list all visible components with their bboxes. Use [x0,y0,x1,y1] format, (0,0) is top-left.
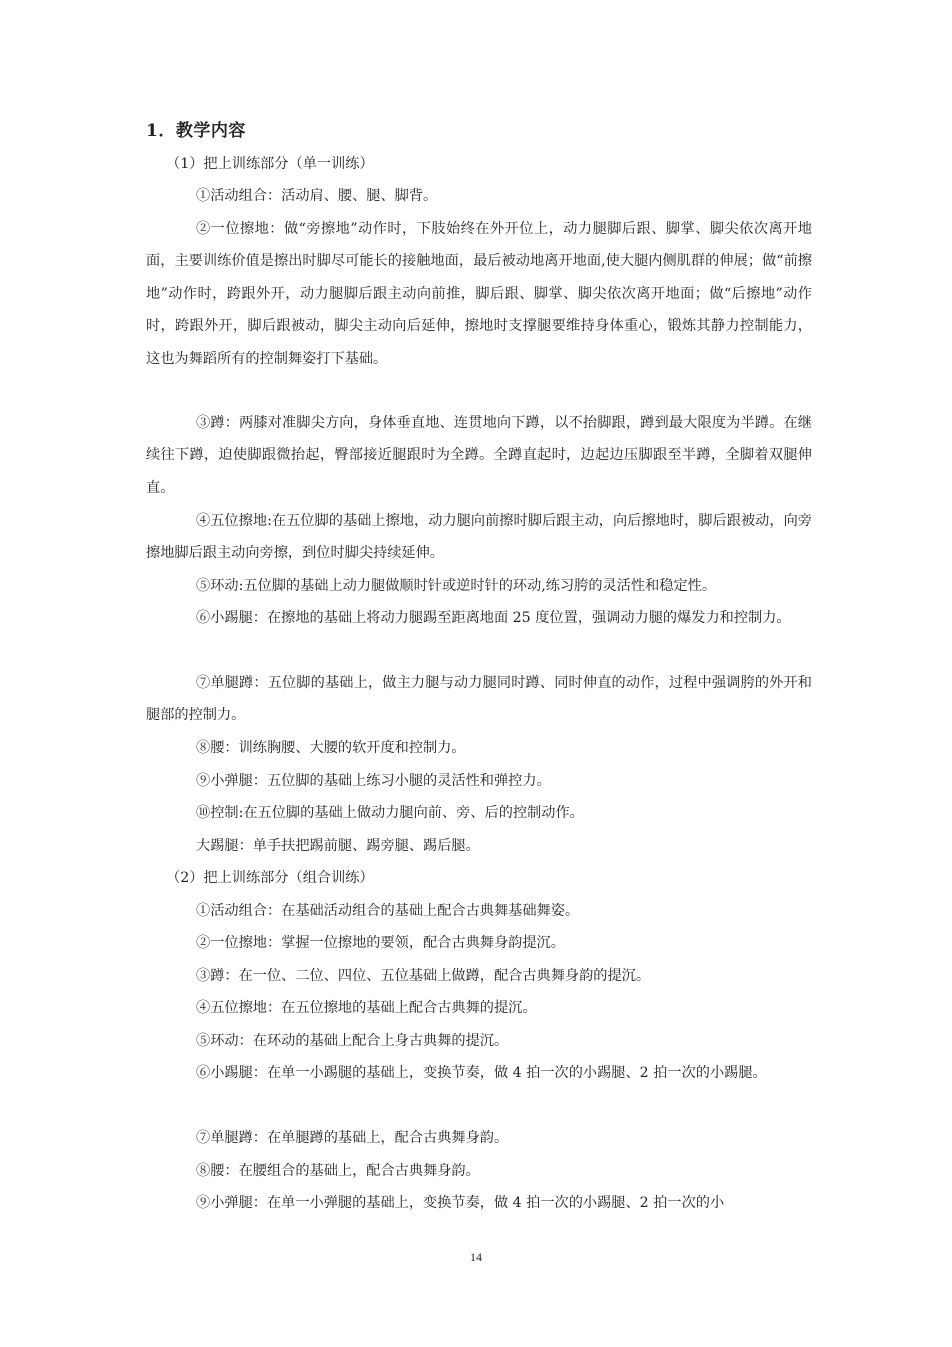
paragraph: ⑦单腿蹲：在单腿蹲的基础上，配合古典舞身韵。 [196,1130,509,1146]
paragraph: ①活动组合：在基础活动组合的基础上配合古典舞基础舞姿。 [196,903,580,919]
paragraph: ⑤环动：在环动的基础上配合上身古典舞的提沉。 [196,1033,509,1049]
paragraph: ⑧腰：训练胸腰、大腰的软开度和控制力。 [196,740,466,756]
section-heading: 1．教学内容 [146,121,246,141]
paragraph: ①活动组合：活动肩、腰、腿、脚背。 [196,188,438,204]
paragraph: ⑧腰：在腰组合的基础上，配合古典舞身韵。 [196,1163,480,1179]
subsection-title: （2）把上训练部分（组合训练） [166,870,374,886]
paragraph: ③蹲：两膝对准脚尖方向，身体垂直地、连贯地向下蹲，以不抬脚跟，蹲到最大限度为半蹲。在继续往下蹲，迫使脚跟微抬起，臀部接近腿跟时为全蹲。全蹲直起时，边起边压脚跟至半蹲，全脚着双腿伸直。 [146,415,812,496]
paragraph: ⑤环动:五位脚的基础上动力腿做顺时针或逆时针的环动,练习胯的灵活性和稳定性。 [196,578,717,594]
subsection-title: （1）把上训练部分（单一训练） [166,156,374,172]
paragraph: ⑨小弹腿：五位脚的基础上练习小腿的灵活性和弹控力。 [196,773,551,789]
paragraph: ⑥小踢腿：在擦地的基础上将动力腿踢至距离地面 25 度位置，强调动力腿的爆发力和控制力。 [196,610,791,626]
paragraph: ⑨小弹腿：在单一小弹腿的基础上，变换节奏，做 4 拍一次的小踢腿、2 拍一次的小 [196,1195,725,1211]
paragraph: ⑥小踢腿：在单一小踢腿的基础上，变换节奏，做 4 拍一次的小踢腿、2 拍一次的小踢腿。 [196,1065,767,1081]
paragraph: ⑩控制:在五位脚的基础上做动力腿向前、旁、后的控制动作。 [196,805,584,821]
paragraph: ⑦单腿蹲：五位脚的基础上，做主力腿与动力腿同时蹲、同时伸直的动作，过程中强调胯的外开和腿部的控制力。 [146,675,812,724]
paragraph: ②一位擦地：做“旁擦地”动作时，下肢始终在外开位上，动力腿脚后跟、脚掌、脚尖依次离开地面，主要训练价值是擦出时脚尽可能长的接触地面，最后被动地离开地面,使大腿内侧肌群的伸展；做“前擦地”动作时，跨跟外开，动力腿脚后跟主动向前推，脚后跟、脚掌、脚尖依次离开地面；做“后擦地”动作时，跨跟外开，脚后跟被动，脚尖主动向后延伸，擦地时支撑腿要维持身体重心，锻炼其静力控制能力，这也为舞蹈所有的控制舞姿打下基础。 [146,221,812,367]
paragraph: ④五位擦地：在五位擦地的基础上配合古典舞的提沉。 [196,1000,537,1016]
page-number: 14 [470,1250,482,1264]
paragraph: ②一位擦地：掌握一位擦地的要领，配合古典舞身韵提沉。 [196,935,565,951]
paragraph: ③蹲：在一位、二位、四位、五位基础上做蹲，配合古典舞身韵的提沉。 [196,968,651,984]
paragraph: 大踢腿：单手扶把踢前腿、踢旁腿、踢后腿。 [196,838,480,854]
paragraph: ④五位擦地:在五位脚的基础上擦地，动力腿向前擦时脚后跟主动，向后擦地时，脚后跟被动，向旁擦地脚后跟主动向旁擦，到位时脚尖持续延伸。 [146,513,812,562]
